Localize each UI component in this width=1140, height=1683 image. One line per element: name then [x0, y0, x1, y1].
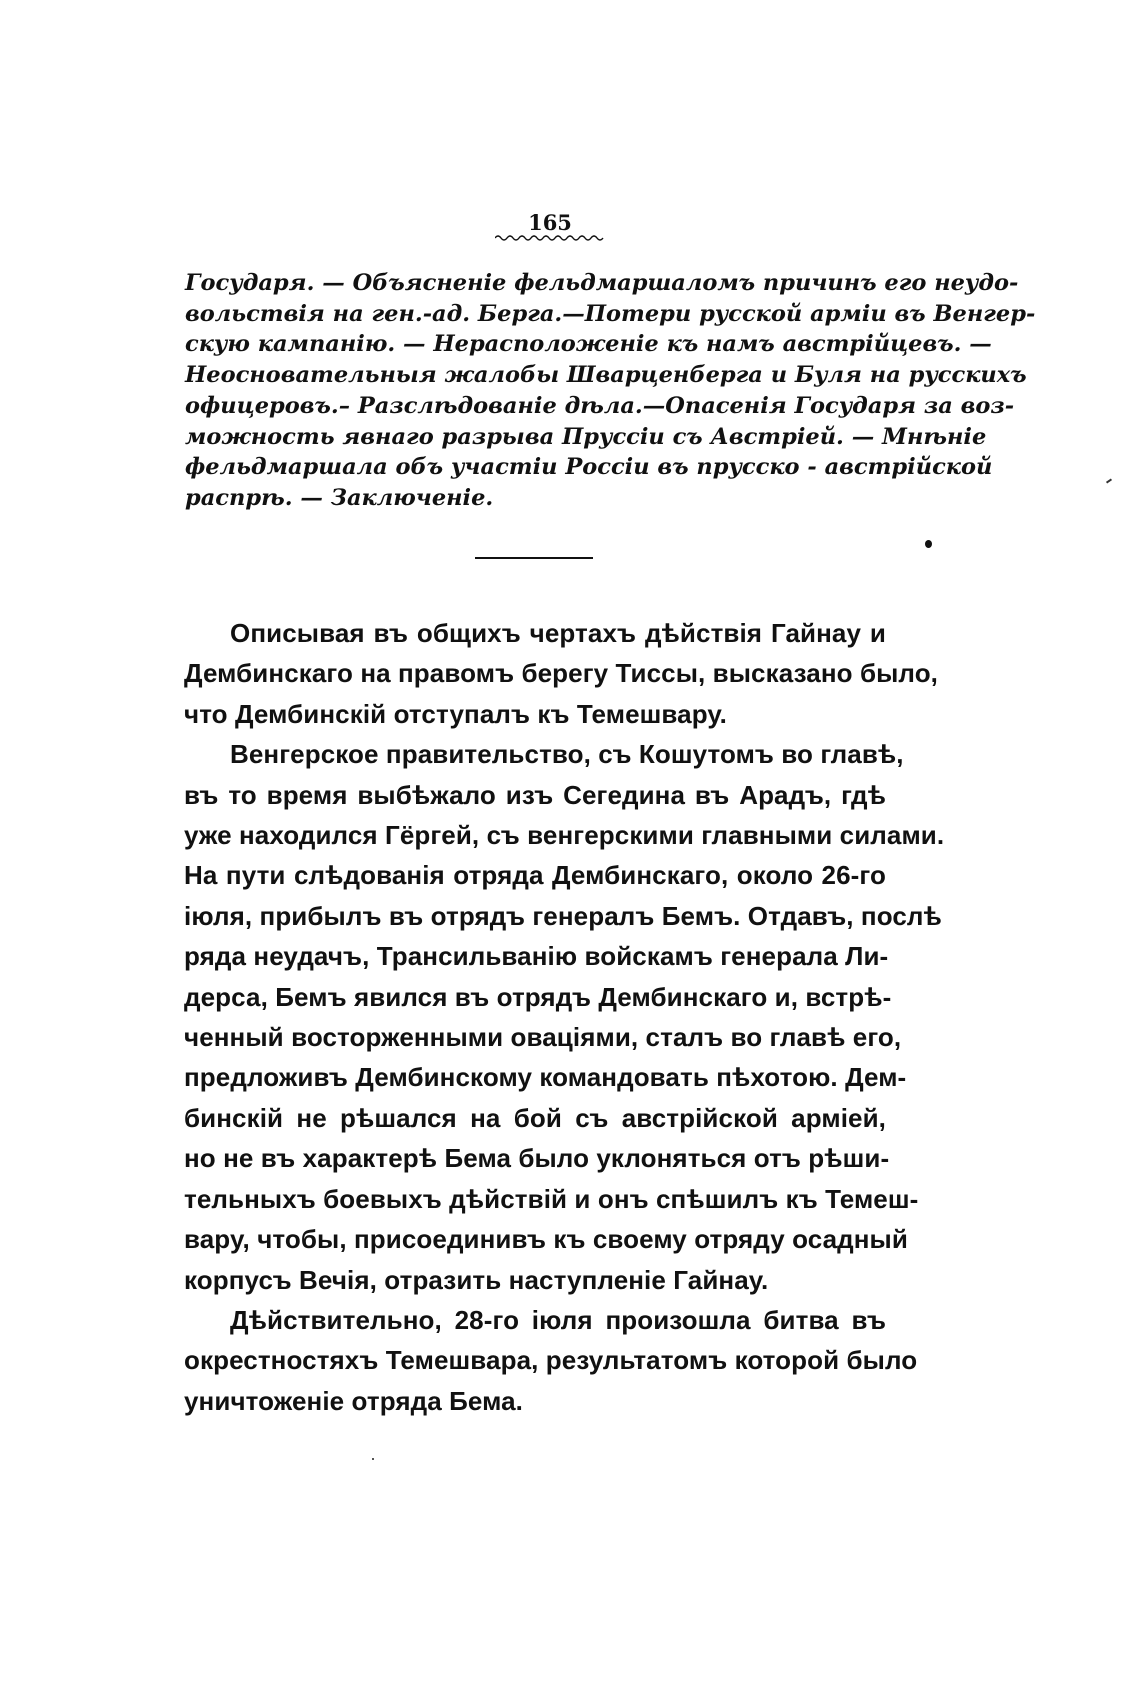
text-line: что Дембинскій отступалъ къ Темешвару.: [184, 698, 727, 729]
page-number: [490, 210, 610, 243]
paragraph-1: [184, 613, 938, 734]
summary-line: вольствія на ген.-ад. Берга.—Потери русской арміи въ Венгер-: [185, 300, 1036, 327]
section-divider: [475, 557, 593, 559]
text-line: Описывая въ общихъ чертахъ дѣйствія Гайнау и: [230, 618, 886, 648]
text-line: Дембинскаго на правомъ берегу Тиссы, высказано было,: [184, 658, 938, 689]
text-line: дерса, Бемъ явился въ отрядъ Дембинскаго и, встрѣ-: [184, 981, 892, 1012]
text-line: Венгерское правительство, съ Кошутомъ во главѣ,: [230, 739, 904, 770]
summary-line: Государя. — Объясненіе фельдмаршаломъ причинъ его неудо-: [185, 270, 1019, 296]
text-line: тельныхъ боевыхъ дѣйствій и онъ спѣшилъ къ Темеш-: [184, 1183, 919, 1214]
summary-line: скую кампанію. — Нерасположеніе къ намъ австрійцевъ. —: [185, 331, 992, 358]
summary-line: Неосновательныя жалобы Шварценберга и Буля на русскихъ: [185, 362, 1027, 389]
paper-speck: [372, 1458, 374, 1460]
text-line: Дѣйствительно, 28-го іюля произошла битва въ: [230, 1304, 886, 1335]
text-line: въ то время выбѣжало изъ Сегедина въ Арадъ, гдѣ: [184, 779, 886, 810]
margin-tick-mark: [1106, 478, 1112, 483]
summary-line: фельдмаршала объ участіи Россіи въ прусско - австрійской: [185, 454, 993, 481]
text-line: іюля, прибылъ въ отрядъ генералъ Бемъ. Отдавъ, послѣ: [184, 900, 942, 931]
paragraph-3: [184, 1300, 918, 1421]
margin-dot-mark: [925, 540, 932, 548]
body-text: [184, 613, 945, 1421]
text-line: уже находился Гёргей, съ венгерскими главными силами.: [184, 820, 945, 851]
paragraph-2: [184, 734, 945, 1300]
text-line: На пути слѣдованія отряда Дембинскаго, около 26-го: [184, 860, 886, 891]
page-number-text: 165: [528, 210, 572, 235]
text-line: вару, чтобы, присоединивъ къ своему отряду осадный: [184, 1224, 908, 1255]
chapter-summary: [185, 268, 1036, 514]
text-line: ченный восторженными оваціями, сталъ во главѣ его,: [184, 1022, 902, 1053]
text-line: бинскій не рѣшался на бой съ австрійской арміей,: [184, 1102, 886, 1133]
text-line: предложивъ Дембинскому командовать пѣхотою. Дем-: [184, 1062, 907, 1093]
text-line: но не въ характерѣ Бема было уклоняться отъ рѣши-: [184, 1143, 890, 1174]
summary-line: распрѣ. — Заключеніе.: [185, 484, 494, 511]
text-line: корпусъ Вечія, отразить наступленіе Гайнау.: [184, 1264, 769, 1295]
summary-line: офицеровъ.– Разслѣдованіе дѣла.—Опасенія Государя за воз-: [185, 392, 1015, 419]
text-line: уничтоженіе отряда Бема.: [184, 1385, 523, 1416]
summary-line: можность явнаго разрыва Пруссіи съ Австріей. — Мнѣніе: [185, 423, 987, 450]
text-line: окрестностяхъ Темешвара, результатомъ которой было: [184, 1345, 918, 1376]
text-line: ряда неудачъ, Трансильванію войскамъ генерала Ли-: [184, 941, 889, 972]
